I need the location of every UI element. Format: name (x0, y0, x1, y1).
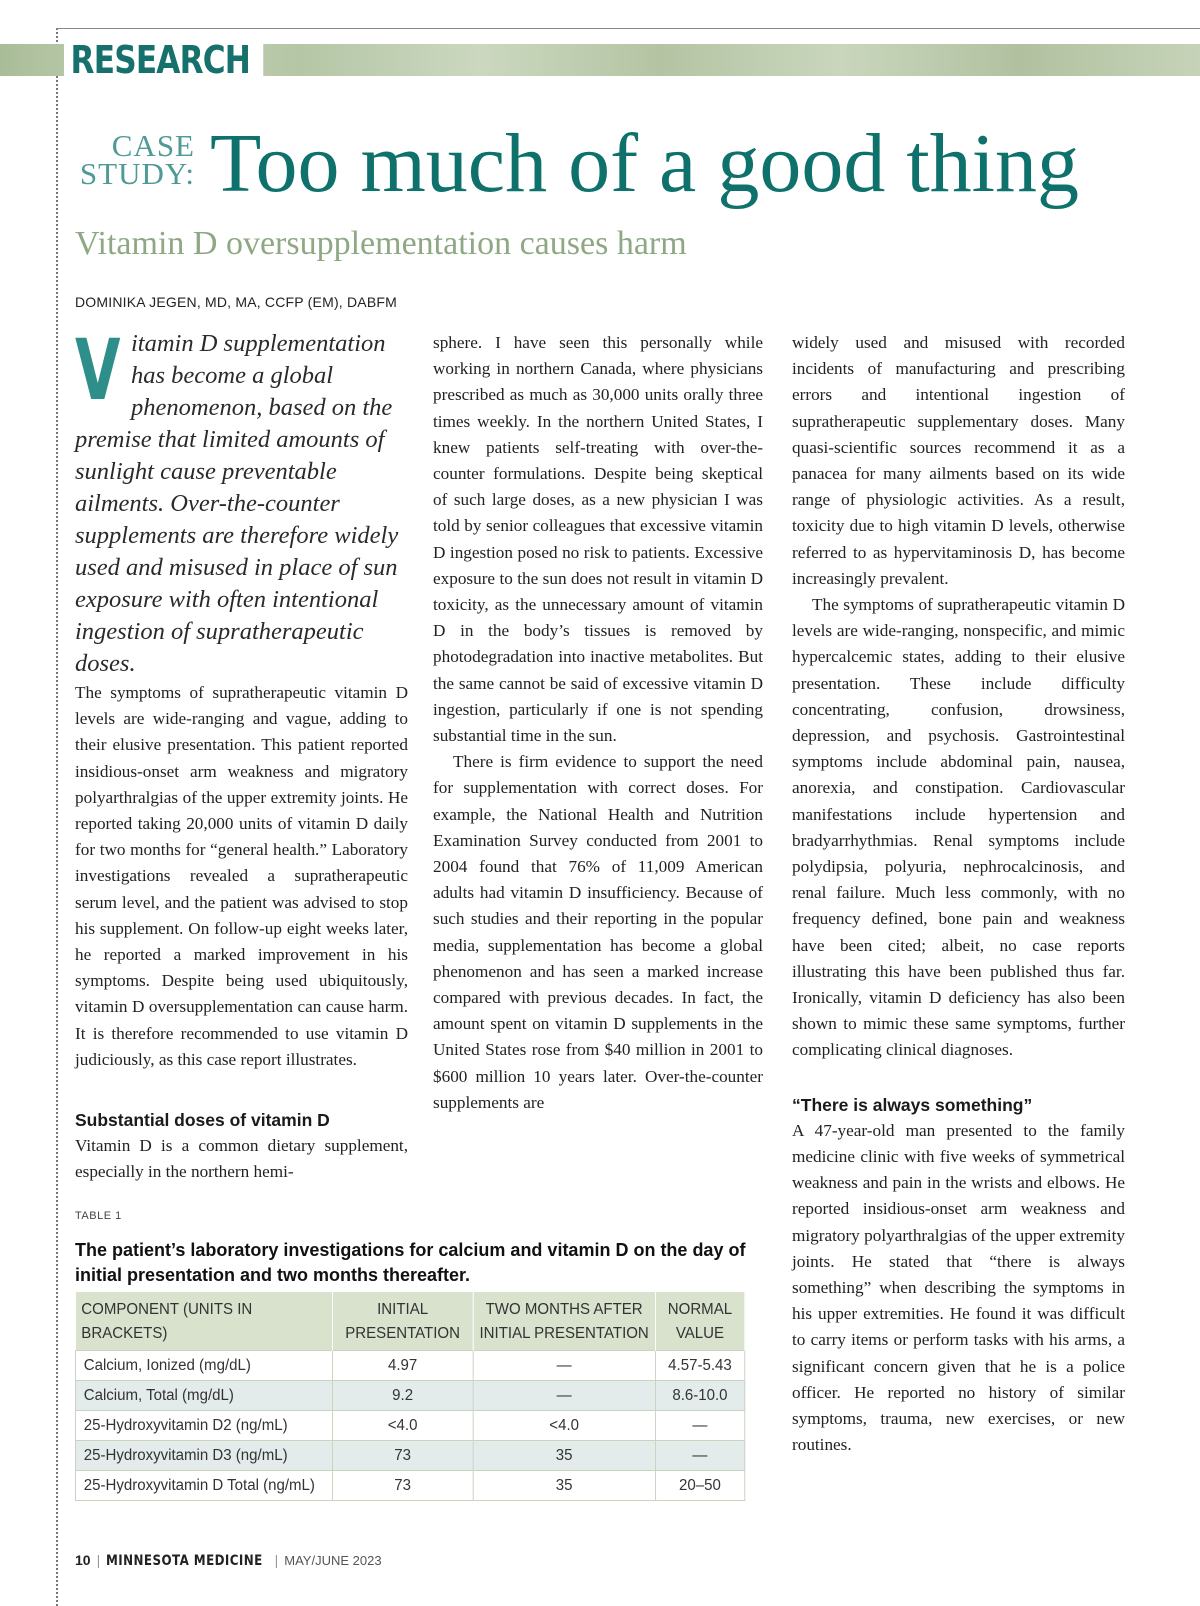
table-label: TABLE 1 (75, 1210, 122, 1222)
column-2 (433, 330, 763, 1116)
article-headline: Too much of a good thing (210, 117, 1079, 210)
column-1 (75, 321, 408, 1185)
column-header: NORMAL VALUE (655, 1292, 745, 1351)
table-cell: 9.2 (332, 1381, 473, 1411)
table-cell: <4.0 (332, 1411, 473, 1441)
column-3 (792, 330, 1125, 1458)
column-header: INITIAL PRESENTATION (332, 1292, 473, 1351)
case-study-kicker (75, 128, 195, 191)
magazine-name: MINNESOTA MEDICINE (106, 1553, 263, 1569)
table-cell: 73 (332, 1441, 473, 1471)
lab-results-table (75, 1292, 745, 1501)
author-byline: DOMINIKA JEGEN, MD, MA, CCFP (EM), DABFM (75, 294, 397, 310)
table-caption: The patient’s laboratory investigations for calcium and vitamin D on the day of initial presentation and two months thereafter. (75, 1240, 746, 1285)
table-cell: 35 (473, 1471, 655, 1501)
section-heading-case: “There is always something” (792, 1094, 1033, 1115)
table-cell: 25-Hydroxyvitamin D2 (ng/mL) (75, 1411, 332, 1441)
page-number: 10 (75, 1552, 91, 1568)
margin-dotted-rule (56, 28, 58, 1606)
body-paragraph: sphere. I have seen this personally while working in northern Canada, where physicians prescribed as much as 30,000 units orally three times weekly. In the northern United States, I knew patients self-treating with over-the-counter formulations. Despite being skeptical of such large doses, as a new physician I was told by senior colleagues that excessive vitamin D ingestion posed no risk to patients. Excessive exposure to the sun does not result in vitamin D toxicity, as the unnecessary amount of vitamin D in the body’s tissues is removed by photodegradation into inactive metabolites. But the same cannot be said of excessive vitamin D ingestion, particularly if one is not spending substantial time in the sun. (433, 333, 763, 746)
body-paragraph: widely used and misused with recorded incidents of manufacturing and prescribing errors and intentional ingestion of supratherapeutic supplementary doses. Many quasi-scientific sources recommend it as a panacea for many ailments based on its wide range of physiologic activities. As a result, toxicity due to high vitamin D levels, otherwise referred to as hypervitaminosis D, has become increasingly prevalent. (792, 333, 1125, 588)
body-paragraph: The symptoms of supratherapeutic vitamin D levels are wide-ranging, nonspecific, and mimic hypercalcemic states, adding to their elusive presentation. These include difficulty concentrating, confusion, drowsiness, depression, and psychosis. Gastrointestinal symptoms include abdominal pain, nausea, anorexia, and constipation. Cardiovascular manifestations include hypertension and bradyarrhythmias. Renal symptoms include polydipsia, polyuria, nephrocalcinosis, and renal failure. Much less commonly, with no frequency defined, bone pain and weakness have been cited; albeit, no case reports illustrating this have been published thus far. Ironically, vitamin D deficiency has also been shown to mimic these same symptoms, further complicating clinical diagnoses. (792, 595, 1125, 1060)
kicker-line-2: STUDY: (79, 156, 195, 191)
abstract-paragraph: The symptoms of supratherapeutic vitamin D levels are wide-ranging and vague, adding to their elusive presentation. This patient reported insidious-onset arm weakness and migratory polyarthralgias of the upper extremity joints. He reported taking 20,000 units of vitamin D daily for two months for “general health.” Laboratory investigations revealed a supratherapeutic serum level, and the patient was advised to stop his supplement. On follow-up eight weeks later, he reported a marked improvement in his symptoms. Despite being used ubiquitously, vitamin D oversupplementation can cause harm. It is therefore recommended to use vitamin D judiciously, as this case report illustrates. (75, 683, 408, 1069)
table-row (75, 1471, 744, 1501)
table-cell: 73 (332, 1471, 473, 1501)
footer-divider: | (96, 1552, 101, 1568)
table-row (75, 1411, 744, 1441)
column-header: COMPONENT (UNITS IN BRACKETS) (75, 1292, 332, 1351)
body-paragraph: A 47-year-old man presented to the family medicine clinic with five weeks of symmetrical weakness and pain in the wrists and elbows. He reported insidious-onset arm weakness and migratory polyarthralgias of the upper extremity joints. He stated that “there is always something” when describing the symptoms in his upper extremities. He found it was difficult to carry items or perform tasks with his arms, a significant concern given that he is a police officer. He reported no history of similar symptoms, trauma, new exercises, or new routines. (792, 1120, 1125, 1455)
table-cell: 35 (473, 1441, 655, 1471)
table-cell: 25-Hydroxyvitamin D Total (ng/mL) (75, 1471, 332, 1501)
table-cell: — (473, 1351, 655, 1381)
table-cell: Calcium, Total (mg/dL) (75, 1381, 332, 1411)
table-cell: — (473, 1381, 655, 1411)
table-row (75, 1381, 744, 1411)
article-subtitle: Vitamin D oversupplementation causes harm (75, 225, 687, 262)
section-label: RESEARCH (64, 38, 263, 82)
table-cell: 8.6-10.0 (655, 1381, 745, 1411)
table-cell: Calcium, Ionized (mg/dL) (75, 1351, 332, 1381)
column-header: TWO MONTHS AFTER INITIAL PRESENTATION (473, 1292, 655, 1351)
section-heading-doses: Substantial doses of vitamin D (75, 1110, 330, 1131)
footer-divider: | (274, 1552, 279, 1568)
table-cell: 4.57-5.43 (655, 1351, 745, 1381)
table-cell: 20–50 (655, 1471, 745, 1501)
lead-text: itamin D supplementation has become a global phenomenon, based on the premise that limited amounts of sunlight cause preventable ailments. Over-the-counter supplements are therefore widely used and misused in place of sun exposure with often intentional ingestion of supratherapeutic doses. (75, 330, 399, 677)
body-paragraph: There is firm evidence to support the need for supplementation with correct doses. For example, the National Health and Nutrition Examination Survey conducted from 2001 to 2004 found that 76% of 11,009 American adults had vitamin D insufficiency. Because of such studies and their reporting in the popular media, supplementation has become a global phenomenon and has seen a marked increase compared with previous decades. In fact, the amount spent on vitamin D supplements in the United States rose from $40 million in 2001 to $600 million 10 years later. Over-the-counter supplements are (433, 752, 763, 1112)
top-rule (56, 28, 1200, 29)
table-cell: 4.97 (332, 1351, 473, 1381)
table-cell: <4.0 (473, 1411, 655, 1441)
table-row (75, 1441, 744, 1471)
table-cell: — (655, 1441, 745, 1471)
table-cell: 25-Hydroxyvitamin D3 (ng/mL) (75, 1441, 332, 1471)
body-paragraph: Vitamin D is a common dietary supplement, especially in the northern hemi- (75, 1136, 408, 1182)
kicker-line-1: CASE (111, 128, 195, 163)
title-block (75, 117, 1175, 220)
table-cell: — (655, 1411, 745, 1441)
drop-cap: V (75, 321, 121, 419)
page-footer (75, 1552, 382, 1569)
issue-date: MAY/JUNE 2023 (284, 1553, 382, 1568)
table-row (75, 1351, 744, 1381)
lead-paragraph (75, 321, 408, 680)
table-header-row (75, 1292, 744, 1351)
